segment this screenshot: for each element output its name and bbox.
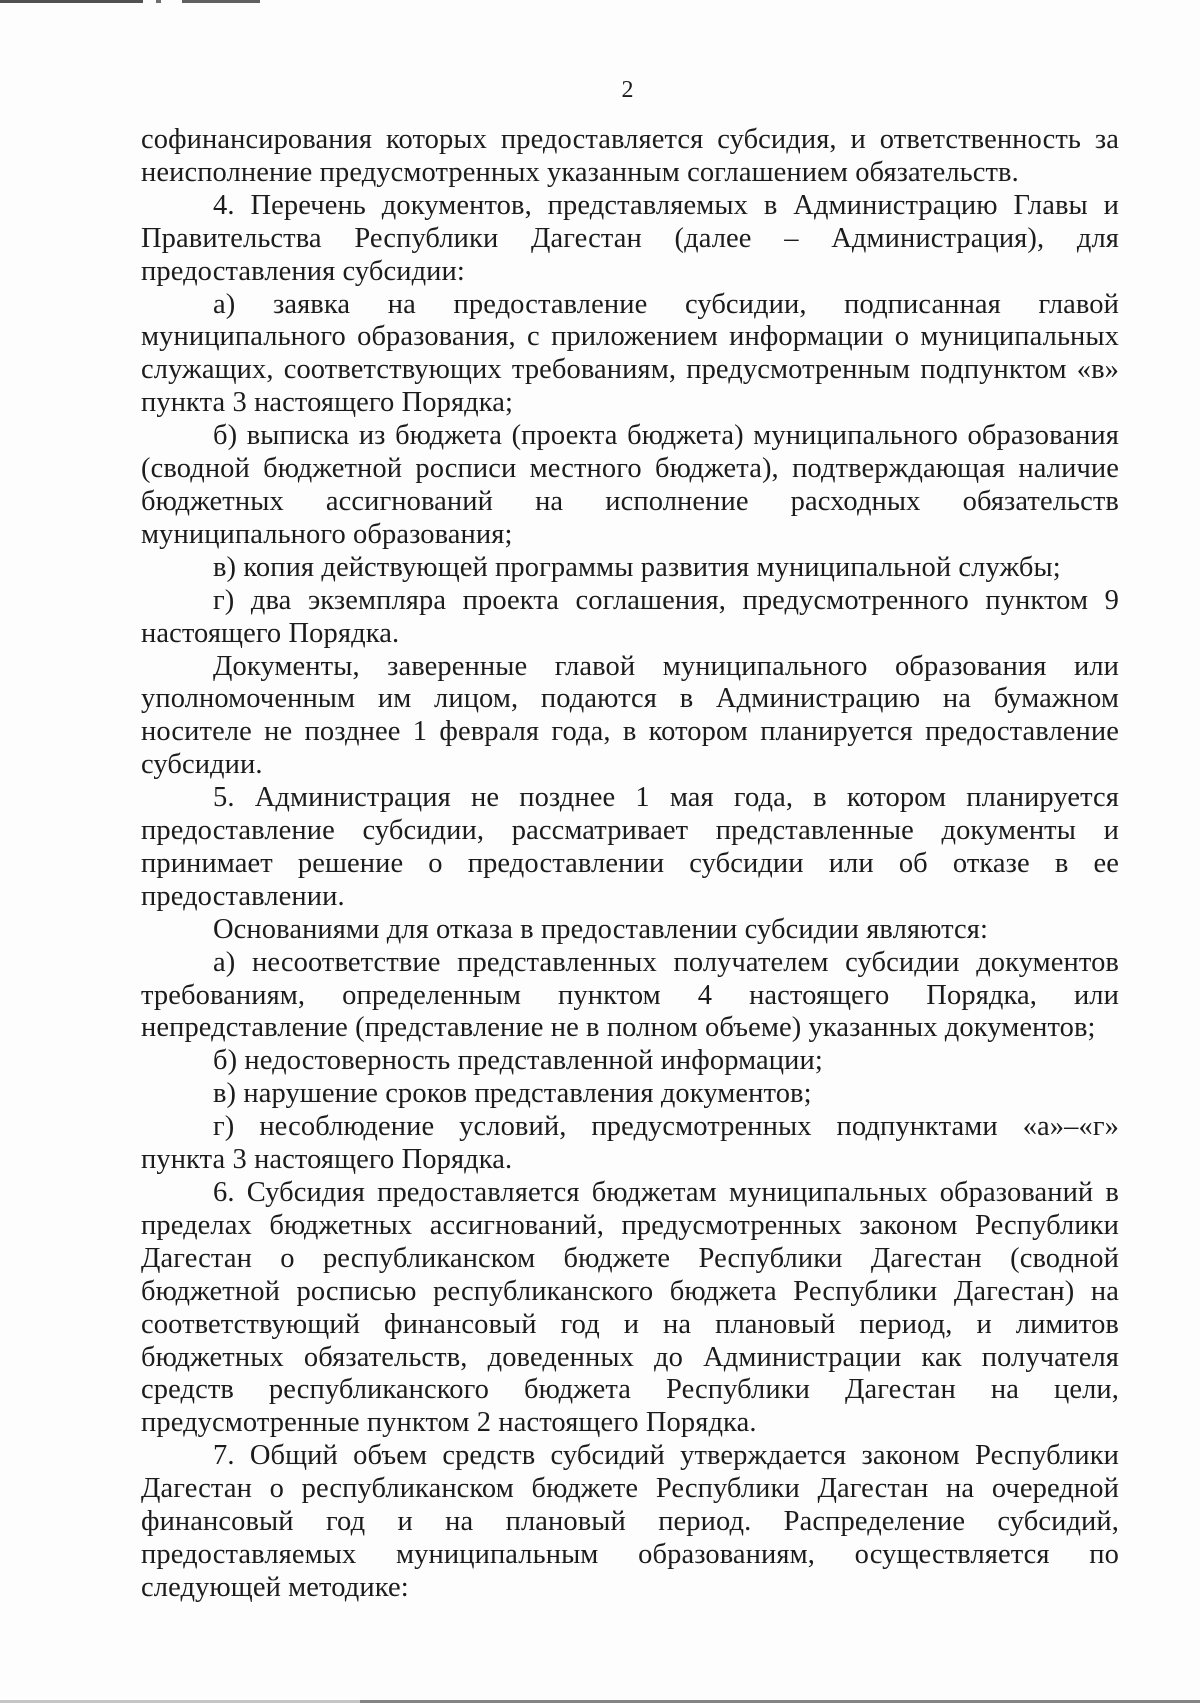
paragraph-subitem-a: а) заявка на предоставление субсидии, подписанная главой муниципального образования, с приложением информации о муниципальных служащих, соответствующих требованиям, предусмотренным подпунктом «в» пункта 3 настоящего Порядка; (141, 288, 1119, 419)
paragraph-refusal-a: а) несоответствие представленных получателем субсидии документов требованиям, определенным пунктом 4 настоящего Порядка, или непредставление (представление не в полном объеме) указанных документов; (141, 946, 1119, 1044)
paragraph-item-5: 5. Администрация не позднее 1 мая года, в котором планируется предоставление субсидии, рассматривает представленные документы и принимает решение о предоставлении субсидии или об отказе в ее предоставлении. (141, 782, 1119, 912)
paragraph-documents-submission: Документы, заверенные главой муниципального образования или уполномоченным им лицом, подаются в Администрацию на бумажном носителе не позднее 1 февраля года, в котором планируется предоставление субсидии. (141, 650, 1119, 781)
paragraph-refusal-g: г) несоблюдение условий, предусмотренных подпунктами «а»–«г» пункта 3 настоящего Порядка. (141, 1111, 1119, 1176)
paragraph-refusal-v: в) нарушение сроков представления документов; (213, 1078, 812, 1110)
paragraph-subitem-g: г) два экземпляра проекта соглашения, предусмотренного пунктом 9 настоящего Порядка. (141, 584, 1119, 649)
document-body (141, 124, 1119, 1605)
paragraph-continuation: софинансирования которых предоставляется субсидия, и ответственность за неисполнение предусмотренных указанным соглашением обязательств. (141, 124, 1119, 188)
paragraph-item-7: 7. Общий объем средств субсидий утверждается законом Республики Дагестан о республиканском бюджете Республики Дагестан на очередной финансовый год и на плановый период. Распределение субсидий, предоставляемых муниципальным образованиям, осуществляется по следующей методике: (141, 1440, 1119, 1603)
scan-edge-top (0, 0, 260, 3)
paragraph-item-6: 6. Субсидия предоставляется бюджетам муниципальных образований в пределах бюджетных ассигнований, предусмотренных законом Республики Дагестан о республиканском бюджете Республики Дагестан (сводной бюджетной росписью республиканского бюджета Республики Дагестан) на соответствующий финансовый год и на плановый период, и лимитов бюджетных обязательств, доведенных до Администрации как получателя средств республиканского бюджета Республики Дагестан на цели, предусмотренные пунктом 2 настоящего Порядка. (141, 1177, 1119, 1439)
paragraph-item-4: 4. Перечень документов, представляемых в Администрацию Главы и Правительства Республики Дагестан (далее – Администрация), для предоставления субсидии: (141, 189, 1119, 287)
paragraph-refusal-b: б) недостоверность представленной информации; (213, 1045, 823, 1077)
paragraph-subitem-v: в) копия действующей программы развития муниципальной службы; (213, 551, 1061, 583)
paragraph-refusal-grounds: Основаниями для отказа в предоставлении субсидии являются: (213, 913, 989, 945)
page-number: 2 (621, 77, 634, 103)
paragraph-subitem-b: б) выписка из бюджета (проекта бюджета) муниципального образования (сводной бюджетной росписи местного бюджета), подтверждающая наличие бюджетных ассигнований на исполнение расходных обязательств муниципального образования; (141, 420, 1119, 550)
